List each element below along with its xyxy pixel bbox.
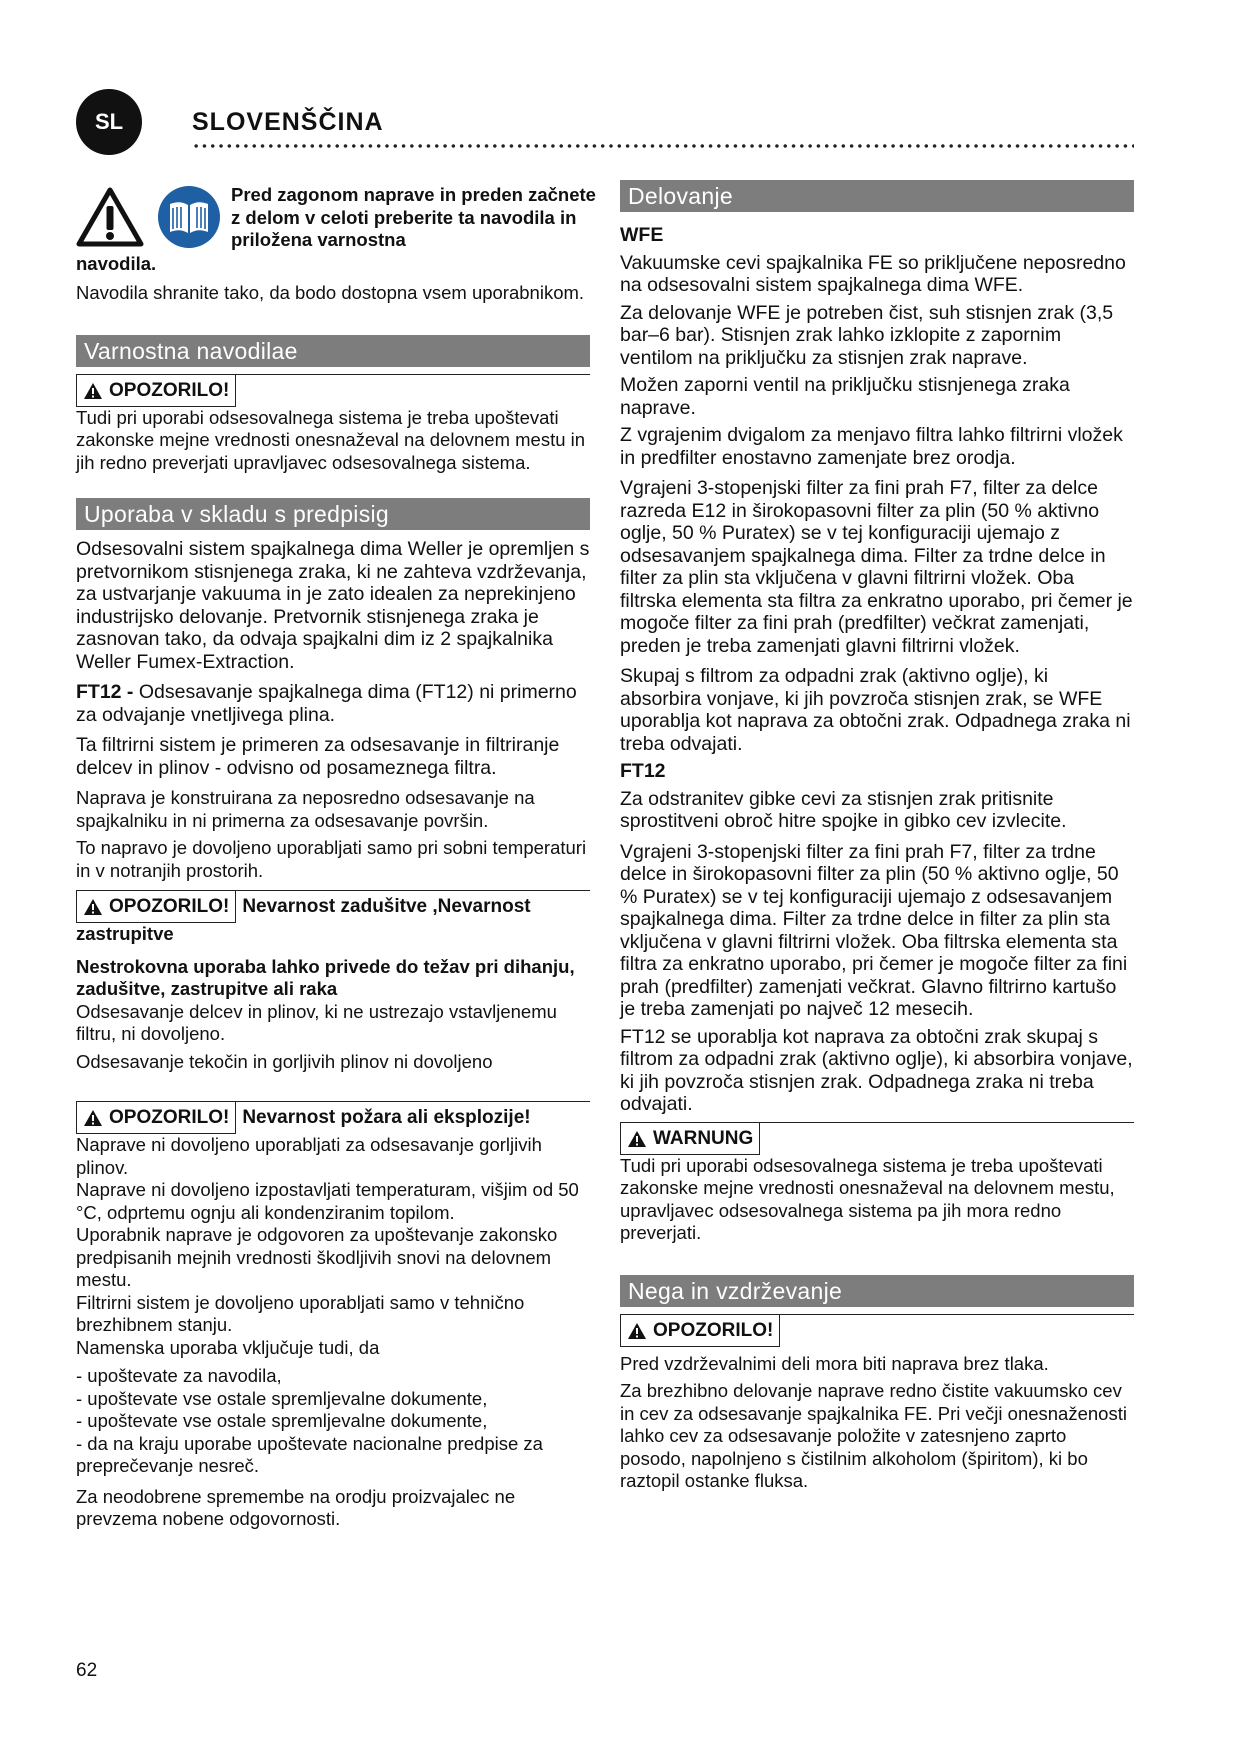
page-title: SLOVENŠČINA: [192, 108, 384, 136]
usage-paragraph-5: To napravo je dovoljeno uporabljati samo pri sobni temperaturi in v notranjih prostorih.: [76, 837, 587, 881]
dotted-divider: [192, 143, 1134, 149]
usage-paragraph-2-text: Odsesavanje spajkalnega dima (FT12) ni primerno za odvajanje vnetljivega plina.: [76, 681, 577, 726]
intro-block: [76, 180, 596, 277]
liability-note: Za neodobrene spremembe na orodju proizvajalec ne prevzema nobene odgovornosti.: [76, 1485, 516, 1529]
intro-text: Pred zagonom naprave in preden začnete z delom v celoti preberite ta navodila in priložena varnostna: [231, 184, 596, 250]
usage-paragraph-4: Naprava je konstruirana za neposredno odsesavanje na spajkalniku in ni primerna za odsesavanje površin.: [76, 787, 535, 831]
warning-block-maintenance: [620, 1314, 1134, 1347]
ft12-paragraph-3: FT12 se uporablja kot naprava za obtočni zrak skupaj s filtrom za odpadni zrak (aktivno oglje), ki absorbira vonjave, ki jih povzroča stisnjen zrak. Odpadnega zraka ni treba odvajati.: [620, 1025, 1133, 1115]
warning-label: OPOZORILO!: [653, 1319, 774, 1341]
fire-line-3: Uporabnik naprave je odgovoren za upoštevanje zakonsko predpisanih mejnih vrednosti škodljivih snovi na delovnem mestu.: [76, 1224, 558, 1290]
suffocation-text-2: Odsesavanje tekočin in gorljivih plinov ni dovoljeno: [76, 1050, 493, 1072]
warning-label-box: [76, 375, 236, 407]
wfe-paragraph-4: Z vgrajenim dvigalom za menjavo filtra lahko filtrirni vložek in predfilter enostavno zamenjate brez orodja.: [620, 424, 1123, 469]
safety-warning-text: Tudi pri uporabi odsesovalnega sistema je treba upoštevati zakonske mejne vrednosti onesnaževal na delovnem mestu in jih redno preverjati upravljavec odsesovalnega sistema.: [76, 406, 586, 473]
right-column: [620, 180, 1134, 1493]
language-badge: [76, 89, 142, 155]
intro-note: Navodila shranite tako, da bodo dostopna vsem uporabnikom.: [76, 282, 585, 303]
warning-label: OPOZORILO!: [109, 1107, 230, 1128]
left-column: [76, 180, 596, 1531]
section-title-maintenance: Nega in vzdrževanje: [620, 1275, 1134, 1307]
list-item: - da na kraju uporabe upoštevate nacionalne predpise za preprečevanje nesreč.: [76, 1432, 543, 1476]
warning-hazard-title-tail: zastrupitve: [76, 923, 174, 944]
suffocation-text-1: Odsesavanje delcev in plinov, ki ne ustrezajo vstavljenemu filtru, ni dovoljeno.: [76, 1000, 557, 1044]
warning-icon: [83, 382, 103, 400]
warning-icon: [627, 1322, 647, 1340]
maintenance-paragraph-2: Za brezhibno delovanje naprave redno čistite vakuumsko cev in cev za odsesavanje spajkalnika FE. Pri večji onesnaženosti lahko cev za odsesavanje položite v zatesnjeno zaprto posodo, napolnjeno s čistilnim alkoholom (špiritom), ki bo raztopil ostanke fluksa.: [620, 1380, 1127, 1491]
suffocation-bold-text: Nestrokovna uporaba lahko privede do težav pri dihanju, zadušitve, zastrupitve ali raka: [76, 955, 575, 999]
warning-label: OPOZORILO!: [109, 379, 230, 401]
warning-block-operation: [620, 1122, 1134, 1155]
wfe-paragraph-1: Vakuumske cevi spajkalnika FE so priključene neposredno na odsesovalni sistem spajkalnega dima WFE.: [620, 251, 1126, 296]
warning-hazard-title: Nevarnost požara ali eksplozije!: [242, 1107, 531, 1128]
wfe-heading: WFE: [620, 224, 664, 246]
list-item: - upoštevate vse ostale spremljevalne dokumente,: [76, 1387, 488, 1409]
warning-block-safety: [76, 374, 590, 407]
section-title-usage: Uporaba v skladu s predpisig: [76, 498, 590, 530]
usage-paragraph-2: [76, 681, 590, 726]
fire-line-5: Namenska uporaba vključuje tudi, da: [76, 1336, 380, 1358]
warning-icon: [83, 898, 103, 916]
usage-paragraph-3: Ta filtrirni sistem je primeren za odsesavanje in filtriranje delcev in plinov - odvisno od posameznega filtra.: [76, 734, 560, 779]
warning-label-box: [76, 1102, 236, 1134]
wfe-paragraph-5: Vgrajeni 3-stopenjski filter za fini prah F7, filter za delce razreda E12 in širokopasovni filter za plin (50 % aktivno oglje, 50 % Puratex) se v tej konfiguraciji ujemajo z odsesavanjem spajkalnega dima. Filter za trdne delce in filter za plin sta vključena v glavni filtrirni vložek. Oba filtrska elementa sta filtra za enkratno uporabo, pri čemer je mogoče filter za fini prah (predfilter) večkrat zamenjati, preden je treba zamenjati glavni filtrirni vložek.: [620, 477, 1133, 657]
warning-label: WARNUNG: [653, 1127, 754, 1149]
warning-block-fire: [76, 1101, 590, 1134]
fire-line-1: Naprave ni dovoljeno uporabljati za odsesavanje gorljivih plinov.: [76, 1134, 542, 1178]
warning-triangle-icon: [76, 186, 144, 248]
maintenance-paragraph-1: Pred vzdrževalnimi deli mora biti naprava brez tlaka.: [620, 1352, 1049, 1374]
ft12-paragraph-1: Za odstranitev gibke cevi za stisnjen zrak pritisnite sprostitveni obroč hitre spojke in gibko cev izvlecite.: [620, 787, 1067, 832]
warning-hazard-title: Nevarnost zadušitve ,Nevarnost: [242, 896, 531, 917]
fire-line-2: Naprave ni dovoljeno izpostavljati temperaturam, višjim od 50 °C, odprtemu ognju ali kondenziranim topilom.: [76, 1179, 579, 1223]
ft12-label: FT12 -: [76, 681, 134, 703]
wfe-paragraph-6: Skupaj s filtrom za odpadni zrak (aktivno oglje), ki absorbira vonjave, ki jih povzroča stisnjen zrak, se WFE uporablja kot naprava za obtočni zrak. Odpadnega zraka ni treba odvajati.: [620, 665, 1131, 755]
wfe-paragraph-2: Za delovanje WFE je potreben čist, suh stisnjen zrak (3,5 bar–6 bar). Stisnjen zrak lahko izklopite z zapornim ventilom na priključku za stisnjen zrak naprave.: [620, 301, 1114, 369]
list-item: - upoštevate za navodila,: [76, 1365, 282, 1386]
warning-block-suffocation: [76, 890, 590, 923]
warning-icon: [83, 1109, 103, 1127]
obligations-list: [76, 1365, 590, 1478]
read-manual-icon: [156, 184, 222, 250]
warning-icon: [627, 1130, 647, 1148]
warning-label: OPOZORILO!: [109, 896, 230, 917]
wfe-paragraph-3: Možen zaporni ventil na priključku stisnjenega zraka naprave.: [620, 374, 1070, 419]
warning-label-box: [620, 1315, 780, 1347]
page-number: 62: [76, 1660, 98, 1681]
fire-line-4: Filtrirni sistem je dovoljeno uporabljati samo v tehnično brezhibnem stanju.: [76, 1291, 525, 1335]
section-title-operation: Delovanje: [620, 180, 1134, 212]
warning-label-box: [620, 1123, 760, 1155]
intro-text-tail: navodila.: [76, 253, 157, 274]
language-code: SL: [94, 109, 124, 134]
ft12-paragraph-2: Vgrajeni 3-stopenjski filter za fini prah F7, filter za trdne delce in širokopasovni filter za plin (50 % aktivno oglje, 50 % Puratex) se v tej konfiguraciji ujemajo z odsesavanjem spajkalnega dima. Filter za trdne delce in filter za plin sta vključena v glavni filtrirni vložek. Oba filtrska elementa sta filtra za enkratno uporabo, pri čemer je mogoče filter za fini prah (predfilter) zamenjati večkrat. Glavno filtrirno kartušo je treba zamenjati po največ 12 mesecih.: [620, 840, 1128, 1020]
operation-warning-text: Tudi pri uporabi odsesovalnega sistema je treba upoštevati zakonske mejne vrednosti onesnaževal na delovnem mestu, upravljavec odsesovalnega sistema pa jih mora redno preverjati.: [620, 1154, 1115, 1243]
ft12-heading: FT12: [620, 760, 666, 782]
usage-paragraph-1: Odsesovalni sistem spajkalnega dima Weller je opremljen s pretvornikom stisnjenega zraka, ki ne zahteva vzdrževanja, za ustvarjanje vakuuma in je zato idealen za neprekinjeno industrijsko delovanje. Pretvornik stisnjenega zraka je zasnovan tako, da odvaja spajkalni dim iz 2 spajkalnika Weller Fumex-Extraction.: [76, 538, 590, 673]
list-item: - upoštevate vse ostale spremljevalne dokumente,: [76, 1410, 488, 1431]
section-title-safety: Varnostna navodilae: [76, 335, 590, 367]
warning-label-box: [76, 891, 236, 923]
